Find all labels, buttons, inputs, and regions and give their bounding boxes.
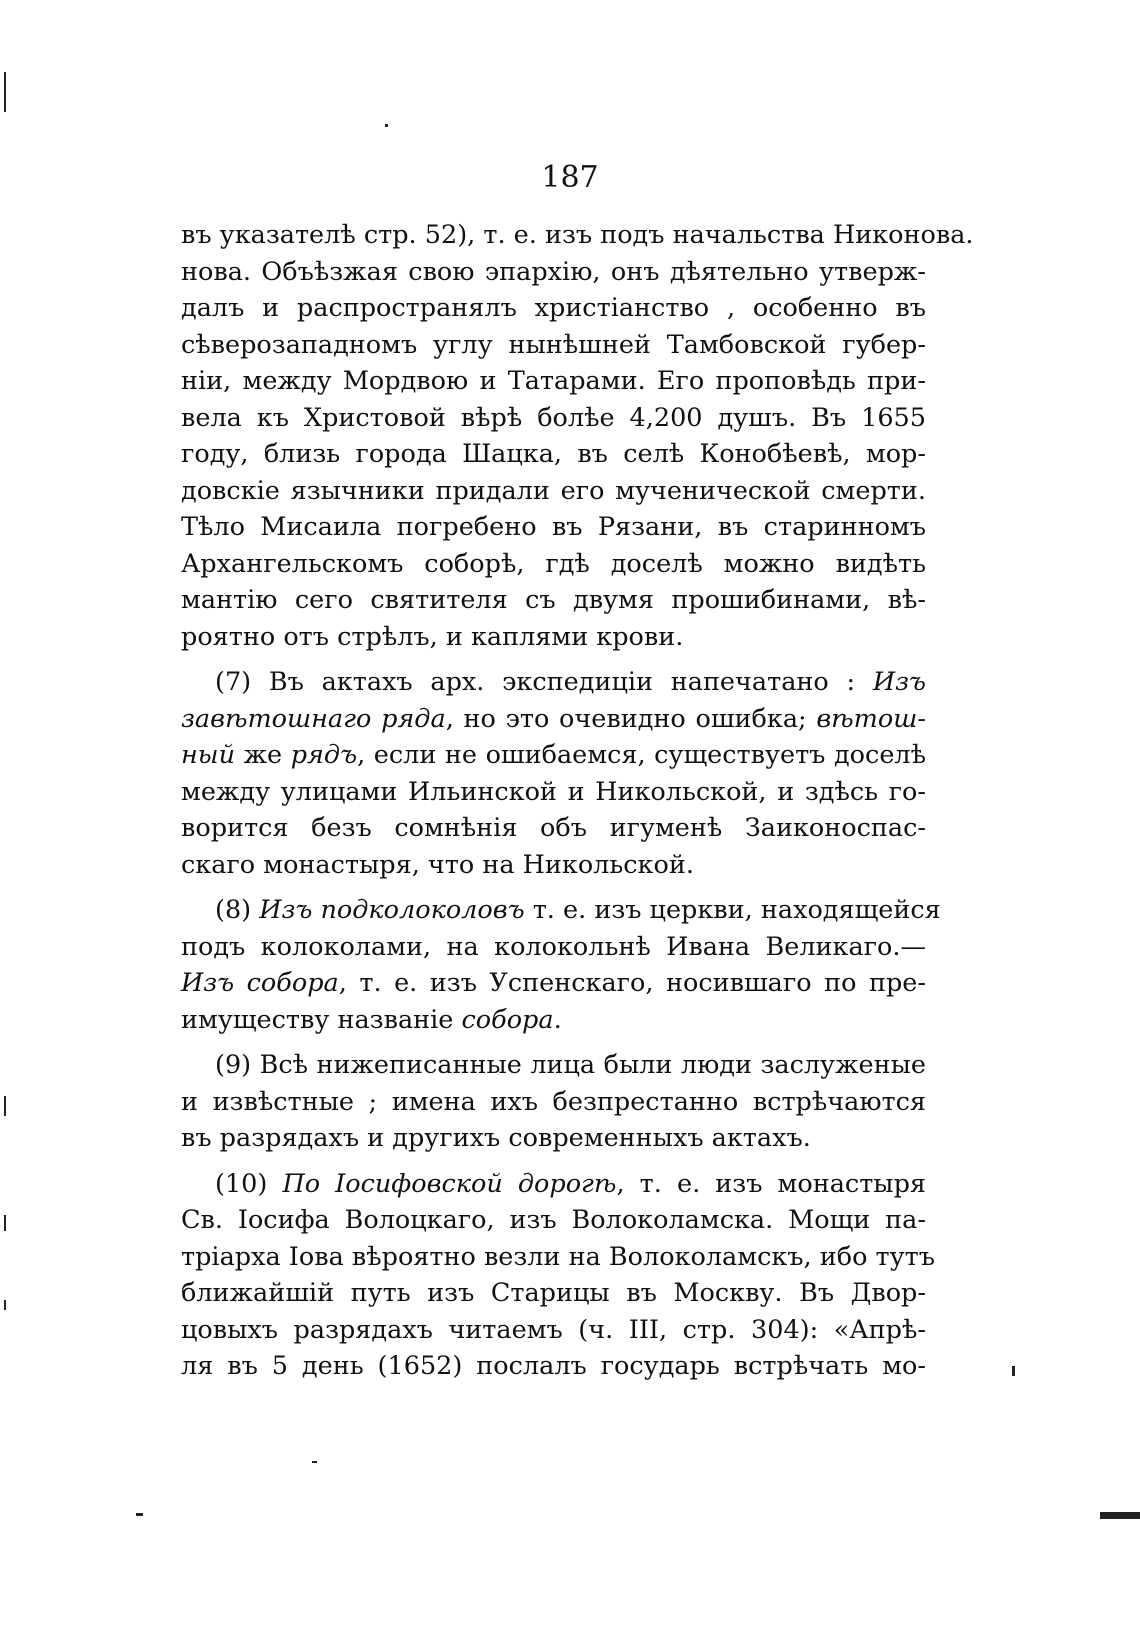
text-run: (10) xyxy=(215,1168,283,1199)
text-run: имуществу названіе xyxy=(181,1004,462,1035)
text-line: Тѣло Мисаила погребено въ Рязани, въ старинномъ xyxy=(181,512,926,542)
text-line: подъ колоколами, на колокольнѣ Ивана Великаго.— xyxy=(181,931,926,962)
text-line: (9) Всѣ нижеписанные лица были люди заслуженые xyxy=(215,1050,926,1080)
scan-speck xyxy=(385,124,388,127)
text-line: цовыхъ разрядахъ читаемъ (ч. III, стр. 304): «Апрѣ- xyxy=(181,1314,926,1345)
italic-run: Изъ собора xyxy=(181,968,339,998)
text-line: ближайшій путь изъ Старицы въ Москву. Въ Двор- xyxy=(181,1278,926,1308)
text-run: . xyxy=(553,1004,562,1035)
text-run: , т. е. изъ Успенскаго, носившаго по пре- xyxy=(338,968,926,998)
text-line: между улицами Ильинской и Никольской, и здѣсь го- xyxy=(181,776,926,807)
italic-run: По Іосифовской дорогѣ xyxy=(282,1168,617,1199)
scan-speck xyxy=(4,1215,6,1231)
text-run: же xyxy=(235,740,291,770)
scan-speck xyxy=(4,72,6,112)
text-line xyxy=(181,664,926,701)
paragraph-1 xyxy=(181,217,974,655)
note-10 xyxy=(181,1166,935,1385)
text-line: довскіе язычники придали его мученической смерти. xyxy=(181,475,926,506)
text-run: т. е. изъ церкви, находящейся xyxy=(524,895,941,925)
text-line: въ разрядахъ и другихъ современныхъ актахъ. xyxy=(181,1123,811,1153)
text-line xyxy=(181,1166,926,1203)
text-run: (8) xyxy=(215,895,260,925)
text-line: далъ и распространялъ христіанство , особенно въ xyxy=(181,293,926,323)
text-line: въ указателѣ стр. 52), т. е. изъ подъ начальства Никонова. xyxy=(181,220,974,250)
text-run: (7) Въ актахъ арх. экспедиціи напечатано : xyxy=(215,667,873,697)
scan-speck xyxy=(312,1461,317,1463)
text-line: вела къ Христовой вѣрѣ болѣе 4,200 душъ. Въ 1655 xyxy=(181,402,926,433)
italic-run: рядъ xyxy=(290,740,358,770)
text-line: тріарха Іова вѣроятно везли на Волоколамскъ, ибо тутъ xyxy=(181,1241,935,1272)
text-run: , но это очевидно ошибка; xyxy=(445,703,817,734)
text-line: Св. Іосифа Волоцкаго, изъ Волоколамска. Мощи па- xyxy=(181,1205,926,1235)
text-run: , если не ошибаемся, существуетъ доселѣ xyxy=(357,740,926,770)
scan-speck xyxy=(4,1096,6,1116)
text-run: , т. е. изъ монастыря xyxy=(616,1168,927,1199)
italic-run: Изъ подколоколовъ xyxy=(259,895,525,925)
text-line: сѣверозападномъ углу нынѣшней Тамбовской губер- xyxy=(181,329,926,360)
note-9 xyxy=(181,1047,926,1157)
italic-run: Изъ xyxy=(872,667,926,697)
text-line xyxy=(181,701,926,738)
text-line xyxy=(181,1002,926,1039)
note-8 xyxy=(181,892,941,1038)
text-line xyxy=(181,892,941,929)
italic-run: вѣтош- xyxy=(816,703,926,734)
text-line xyxy=(181,965,926,1002)
text-line: году, близь города Шацка, въ селѣ Конобѣевѣ, мор- xyxy=(181,439,926,469)
italic-run: собора xyxy=(461,1004,554,1035)
text-line: ля въ 5 день (1652) послалъ государь встрѣчать мо- xyxy=(181,1351,926,1381)
note-7 xyxy=(181,664,926,883)
text-line: ворится безъ сомнѣнія объ игуменѣ Заиконоспас- xyxy=(181,813,926,843)
text-line: скаго монастыря, что на Никольской. xyxy=(181,849,694,880)
scan-speck xyxy=(1012,1366,1015,1376)
text-line: ніи, между Мордвою и Татарами. Его проповѣдь при- xyxy=(181,366,926,396)
text-line: роятно отъ стрѣлъ, и каплями крови. xyxy=(181,621,684,652)
scan-speck xyxy=(136,1513,143,1516)
text-line: нова. Объѣзжая свою эпархію, онъ дѣятельно утверж- xyxy=(181,256,926,287)
text-line: и извѣстные ; имена ихъ безпрестанно встрѣчаются xyxy=(181,1086,926,1117)
italic-run: ный xyxy=(181,740,235,770)
scan-speck xyxy=(1100,1512,1140,1519)
text-line xyxy=(181,737,926,774)
text-line: Архангельскомъ соборѣ, гдѣ доселѣ можно видѣть xyxy=(181,548,926,579)
scan-speck xyxy=(4,1300,6,1310)
text-line: мантію сего святителя съ двумя прошибинами, вѣ- xyxy=(181,585,926,615)
main-text xyxy=(181,217,974,1385)
italic-run: завѣтошнаго ряда xyxy=(181,703,446,734)
page-number: 187 xyxy=(541,160,599,195)
